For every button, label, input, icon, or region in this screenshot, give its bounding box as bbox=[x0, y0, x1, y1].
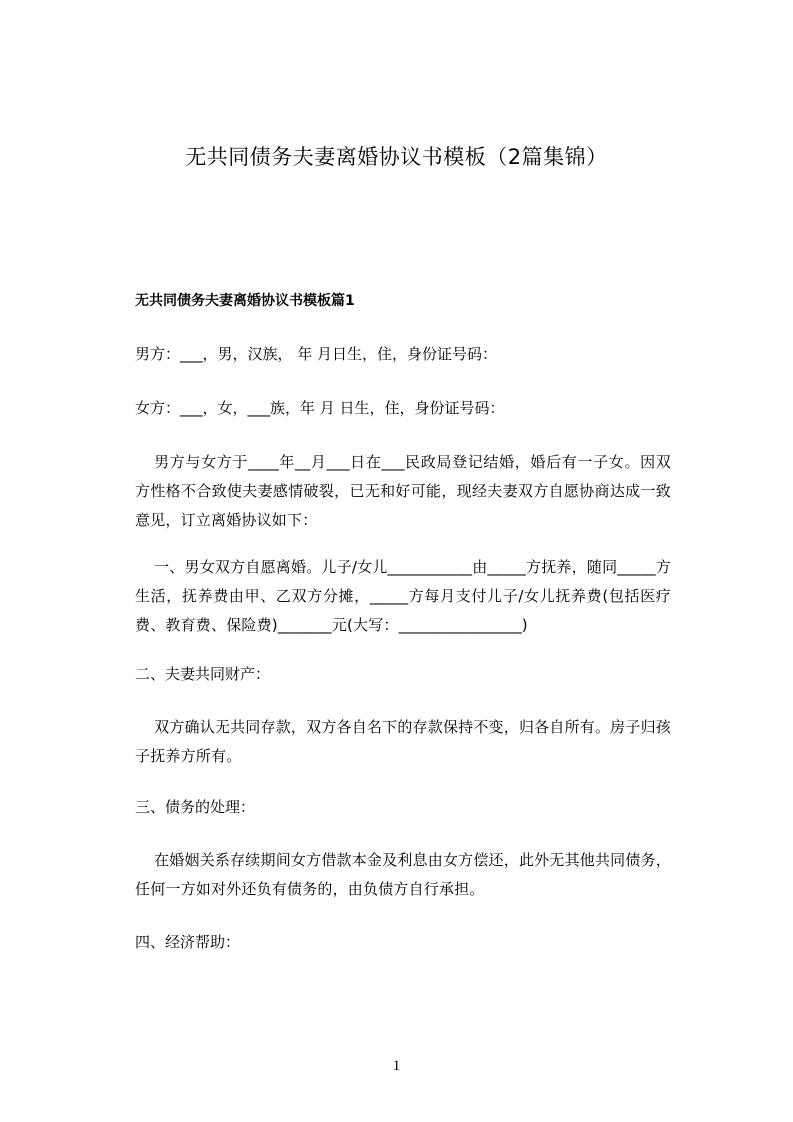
document-title: 无共同债务夫妻离婚协议书模板（2篇集锦） bbox=[185, 145, 608, 169]
male-party-line: 男方：___，男，汉族， 年 月日生，住，身份证号码： bbox=[135, 345, 498, 363]
intro-paragraph: 男方与女方于____年__月___日在___民政局登记结婚，婚后有一子女。因双方性格不合致使夫妻感情破裂，已无和好可能，现经夫妻双方自愿协商达成一致意见，订立离婚协议如下： bbox=[135, 453, 671, 529]
section-title: 无共同债务夫妻离婚协议书模板篇1 bbox=[135, 293, 355, 309]
clause-2-paragraph: 双方确认无共同存款，双方各自名下的存款保持不变，归各自所有。房子归孩子抚养方所有。 bbox=[135, 718, 671, 765]
clause-1-paragraph: 一、男女双方自愿离婚。儿子/女儿___________由_____方抚养，随同_____方生活，抚养费由甲、乙双方分摊，_____方每月支付儿子/女儿抚养费(包括医疗费、教育费、保险费)_______元(大写：________________) bbox=[135, 558, 671, 634]
page-number: 1 bbox=[392, 1058, 401, 1074]
clause-2-heading: 二、夫妻共同财产： bbox=[135, 665, 271, 683]
clause-4-heading: 四、经济帮助： bbox=[135, 933, 241, 951]
clause-3-paragraph: 在婚姻关系存续期间女方借款本金及利息由女方偿还，此外无其他共同债务，任何一方如对外还负有债务的，由负债方自行承担。 bbox=[135, 851, 671, 898]
clause-3-heading: 三、债务的处理： bbox=[135, 798, 256, 816]
female-party-line: 女方：___，女，___族，年 月 日生，住，身份证号码： bbox=[135, 399, 505, 417]
